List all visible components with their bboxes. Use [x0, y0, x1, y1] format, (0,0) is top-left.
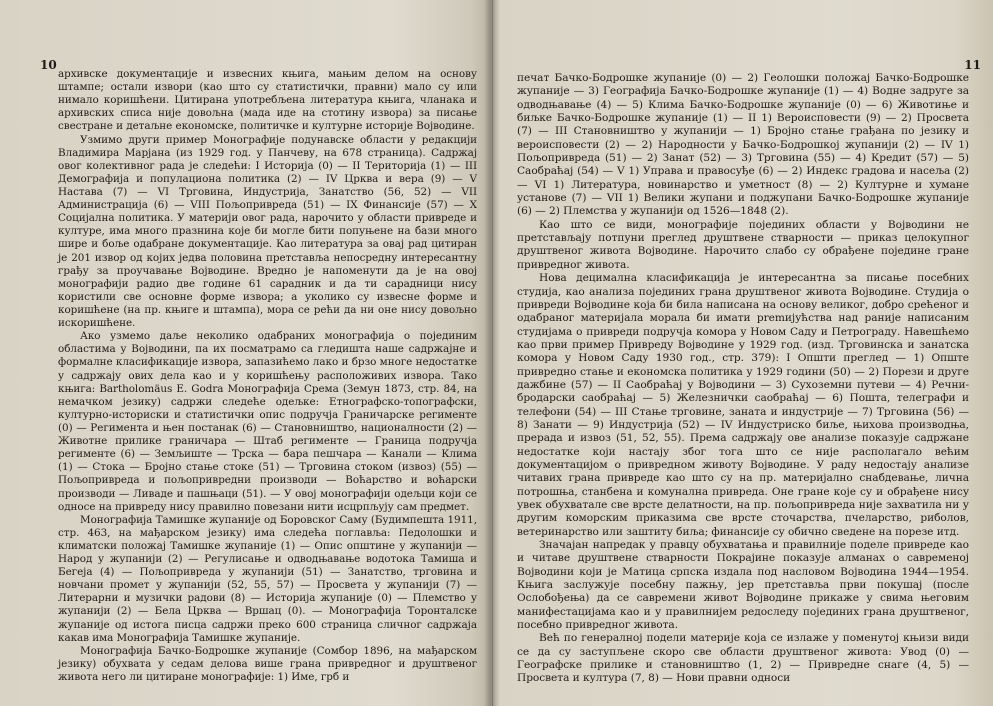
page-number: 10	[40, 58, 57, 72]
left-page-body	[58, 68, 477, 684]
paragraph: Узмимо други пример Монографије подунавске области у редакцији Владимира Марјана (из 1929 год. у Панчеву, на 678 страница). Садржај овог колективног рада је следећи: I Историја (0) — II Територија (1) — III Демографија и популациона политика (2) — IV Црква и вера (9) — V Настава (7) — VI Трговина, Индустрија, Занатство (56, 52) — VII Администрација (6) — VIII Пољопривреда (51) — IX Финансије (57) — X Социјална политика. У материји овог рада, нарочито у области привреде и културе, има много празнина које би могле бити попуњене на бази много шире и боље одабране документације. Као литература за овај рад цитиран је 201 извор од којих једва половина претставља непосредну интересантну грађу за проучавање Војводине. Вредно је напоменути да је на овој монографији радио две године 61 сарадник и да ти сарадници нису користили све основне форме извора; а уколико су извесне форме и коришћене (на пр. књиге и штампа), мора се рећи да ни оне нису довољно искоришћене.	[58, 133, 477, 330]
paragraph: Значајан напредак у правцу обухватања и правилније поделе привреде као и читаве друштвене стварности Покрајине показује алманах о савременој Војводини који је Матица српска издала под насловом Војводина 1944—1954. Књига заслужује посебну пажњу, јер претставља први покушај (после Ослобођења) да се савремени живот Војводине прикаже у свима његовим манифестацијама као и у правилнијем редоследу појединих грана друштвеног, посебно привредног живота.	[517, 539, 969, 632]
paragraph: Монографија Тамишке жупаније од Боровског Саму (Будимпешта 1911, стр. 463, на мађарском језику) има следећа поглавља: Педолошки и климатски положај Тамишке жупаније (1) — Опис општине у жупанији — Народ у жупанији (2) — Регулисање и одводњавање водотока Тамиша и Бегеја (4) — Пољопривреда у жупанији (51) — Занатство, трговина и новчани промет у жупанији (52, 55, 57) — Просвета у жупанији (7) — Литерарни и музички радови (8) — Историја жупаније (0) — Племство у жупанији (2) — Бела Црква — Вршац (0). — Монографија Торонталске жупаније од истога писца садржи преко 600 страница сличног садржаја какав има Монографија Тамишке жупаније.	[58, 513, 477, 644]
paragraph: печат Бачко-Бодрошке жупаније (0) — 2) Геолошки положај Бачко-Бодрошке жупаније — 3) Географија Бачко-Бодрошке жупаније (1) — 4) Водне задруге за одводњавање (4) — 5) Клима Бачко-Бодрошке жупаније (0) — 6) Животиње и биљке Бачко-Бодрошке жупаније (1) — II 1) Вероисповести (9) — 2) Просвета (7) — III Становништво у жупанији — 1) Бројно стање грађана по језику и вероисповести (2) — 2) Народности у Бачко-Бодрошкој жупанији (2) — IV 1) Пољопривреда (51) — 2) Занат (52) — 3) Трговина (55) — 4) Кредит (57) — 5) Саобраћај (54) — V 1) Управа и правосуђе (6) — 2) Индекс градова и насеља (2) — VI 1) Литература, новинарство и уметност (8) — 2) Културне и хумане установе (7) — VII 1) Велики жупани и поджупани Бачко-Бодрошке жупаније (6) — 2) Племства у жупанији од 1526—1848 (2).	[517, 72, 969, 218]
paragraph: архивске документације и извесних књига, мањим делом на основу штампе; остали извори (као што су статистички, правни) мало су или нимало коришћени. Цитирана употребљена литература књига, чланака и архивских списа није довољна (мада иде на стотину извора) за писање свестране и детаљне економске, политичке и културне историје Војводине.	[58, 68, 477, 133]
book-gutter	[484, 0, 500, 706]
paragraph: Као што се види, монографије појединих области у Војводини не претстављају потпуни преглед друштвене стварности — приказ целокупног друштвеног живота Војводине. Нарочито слабо су обрађене поједине гране привредног живота.	[517, 218, 969, 271]
right-page-body	[517, 72, 969, 686]
left-page	[0, 0, 491, 706]
paragraph: Нова децимална класификација је интересантна за писање посебних студија, као анализа појединих грана друштвеног живота Војводине. Студија о привреди Војводине која би била написана на основу великог, добро срећеног и одабраног материјала морала би имати premијућства над раније написаним студијама о привреди подручја комора у Новом Саду и Петрограду. Навешћемо као први пример Привреду Војводине у 1929 год. (изд. Трговинска и занатска комора у Новом Саду 1930 год., стр. 379): I Општи преглед — 1) Опште привредно стање и економска политика у 1929 години (50) — 2) Порези и друге дажбине (57) — II Саобраћај у Војводини — 3) Сухоземни путеви — 4) Речни-бродарски саобраћај — 5) Железнички саобраћај — 6) Пошта, телеграфи и телефони (54) — III Стање трговине, заната и индустрије — 7) Трговина (56) — 8) Занати — 9) Индустрија (52) — IV Индустриско биље, њихова производња, прерада и извоз (51, 52, 55). Према садржају ове анализе показује садржане недостатке који настају због тога што се није располагало већим документацијом о привредном животу Војводине. У раду недостају анализе читавих грана привреде као што су на пр. материјално снабдевање, лична потрошња, станбена и комунална привреда. Оне гране које су и обрађене нису увек обухватале све врсте делатности, на пр. пољопривреда није захватила ни у другим коморским приказима све врсте сточарства, пчеларство, риболов, ветеринарство или заштиту биља; финансије су обично сведене на порезе итд.	[517, 272, 969, 538]
paragraph: Већ по генералној подели материје која се излаже у поменутој књизи види се да су заступљене скоро све области друштвеног живота: Увод (0) — Географске прилике и становништво (1, 2) — Привредне снаге (4, 5) — Просвета и култура (7, 8) — Нови правни односи	[517, 632, 969, 685]
paragraph: Ако узмемо даље неколико одабраних монографија о појединим областима у Војводини, па их посматрамо са гледишта наше садржајне и формалне класификације извора, запазићемо лако и брзо многе недостатке у садржају ових дела као и у коришћењу расположивих извора. Тако књига: Bartholomäus E. Godra Монографија Срема (Земун 1873, стр. 84, на немачком језику) садржи следеће одељке: Етнографско-топографски, културно-историски и статистички опис подручја Граничарске регименте (0) — Регимента и њен постанак (6) — Становништво, националности (2) — Животне прилике граничара — Штаб регименте — Граница подручја регименте (6) — Земљиште — Трска — бара пешчара — Канали — Клима (1) — Стока — Бројно стање стоке (51) — Трговина стоком (извоз) (55) — Пољопривреда и пољопривредни производи — Воћарство и воћарски производи — Ливаде и пашњаци (51). — У овој монографији одељци који се односе на привреду нису правилно повезани нити исцрпљују сам предмет.	[58, 330, 477, 513]
page-number: 11	[964, 58, 981, 72]
right-page	[491, 0, 993, 706]
paragraph: Монографија Бачко-Бодрошке жупаније (Сомбор 1896, на мађарском језику) обухвата у седам делова више грана привредног и друштвеног живота него ли цитиране монографије: 1) Име, грб и	[58, 644, 477, 684]
